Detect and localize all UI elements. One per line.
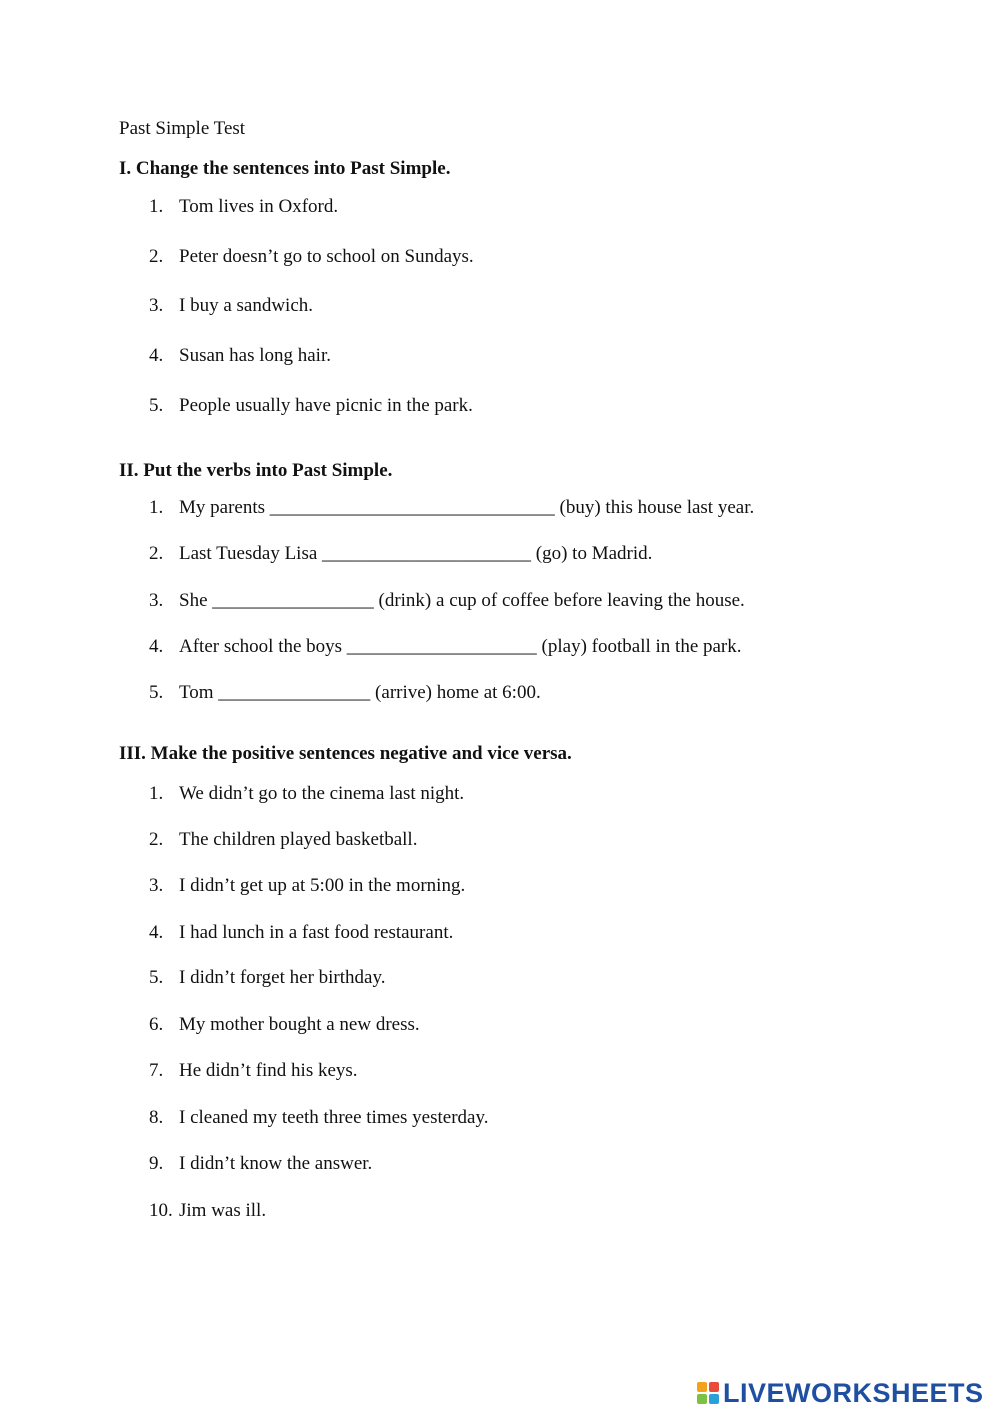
item-text: I cleaned my teeth three times yesterday. [179, 1107, 489, 1128]
section-1-item [149, 246, 474, 268]
item-text: I had lunch in a fast food restaurant. [179, 922, 454, 943]
section-3-item [149, 922, 453, 944]
liveworksheets-logo [697, 1377, 984, 1409]
item-text: The children played basketball. [179, 829, 418, 850]
item-text: People usually have picnic in the park. [179, 395, 473, 416]
item-text: I didn’t know the answer. [179, 1153, 373, 1174]
item-text: She _________________ (drink) a cup of coffee before leaving the house. [179, 590, 745, 611]
item-text: Tom ________________ (arrive) home at 6:00. [179, 682, 541, 703]
item-text: Tom lives in Oxford. [179, 196, 339, 217]
item-number: 5. [149, 395, 164, 416]
item-number: 4. [149, 922, 164, 943]
logo-square [709, 1394, 719, 1404]
section-3-item [149, 967, 386, 989]
item-number: 3. [149, 875, 164, 896]
section-3-item [149, 1107, 489, 1129]
item-number: 6. [149, 1014, 164, 1035]
item-number: 2. [149, 829, 164, 850]
logo-square [697, 1394, 707, 1404]
item-text: Susan has long hair. [179, 345, 331, 366]
section-3-item [149, 783, 464, 805]
item-text: I buy a sandwich. [179, 295, 314, 316]
item-number: 4. [149, 345, 164, 366]
item-text: We didn’t go to the cinema last night. [179, 783, 465, 804]
section-2-item [149, 636, 742, 658]
item-text: I didn’t get up at 5:00 in the morning. [179, 875, 466, 896]
logo-square [697, 1382, 707, 1392]
section-1-item [149, 196, 338, 218]
item-number: 8. [149, 1107, 164, 1128]
item-number: 7. [149, 1060, 164, 1081]
section-3-item [149, 1200, 266, 1222]
logo-mark-icon [697, 1382, 719, 1404]
item-number: 3. [149, 590, 164, 611]
logo-text: LIVEWORKSHEETS [723, 1377, 984, 1408]
item-number: 5. [149, 682, 164, 703]
item-number: 1. [149, 497, 164, 518]
item-text: I didn’t forget her birthday. [179, 967, 386, 988]
section-2-item [149, 590, 745, 612]
section-2-item [149, 543, 652, 565]
item-text: Peter doesn’t go to school on Sundays. [179, 246, 474, 267]
section-1-item [149, 395, 473, 417]
section-3-item [149, 829, 417, 851]
item-number: 9. [149, 1153, 164, 1174]
section-3-item [149, 875, 465, 897]
item-number: 5. [149, 967, 164, 988]
item-number: 2. [149, 246, 164, 267]
section-1-item [149, 345, 331, 367]
item-text: My mother bought a new dress. [179, 1014, 420, 1035]
item-number: 1. [149, 196, 164, 217]
logo-square [709, 1382, 719, 1392]
section-3-heading: III. Make the positive sentences negative and vice versa. [119, 743, 572, 764]
section-1-heading: I. Change the sentences into Past Simple. [119, 158, 451, 179]
document-title: Past Simple Test [119, 118, 246, 139]
item-text: Jim was ill. [179, 1200, 267, 1221]
section-2-item [149, 682, 541, 704]
section-3-item [149, 1153, 372, 1175]
item-number: 10. [149, 1200, 173, 1221]
item-text: After school the boys ____________________ (play) football in the park. [179, 636, 742, 657]
section-3-item [149, 1060, 358, 1082]
item-number: 4. [149, 636, 164, 657]
item-number: 3. [149, 295, 164, 316]
item-text: He didn’t find his keys. [179, 1060, 358, 1081]
section-2-heading: II. Put the verbs into Past Simple. [119, 460, 393, 481]
section-3-item [149, 1014, 420, 1036]
item-number: 1. [149, 783, 164, 804]
item-number: 2. [149, 543, 164, 564]
section-2-item [149, 497, 754, 519]
section-1-item [149, 295, 313, 317]
item-text: Last Tuesday Lisa ______________________ (go) to Madrid. [179, 543, 653, 564]
item-text: My parents ______________________________ (buy) this house last year. [179, 497, 755, 518]
